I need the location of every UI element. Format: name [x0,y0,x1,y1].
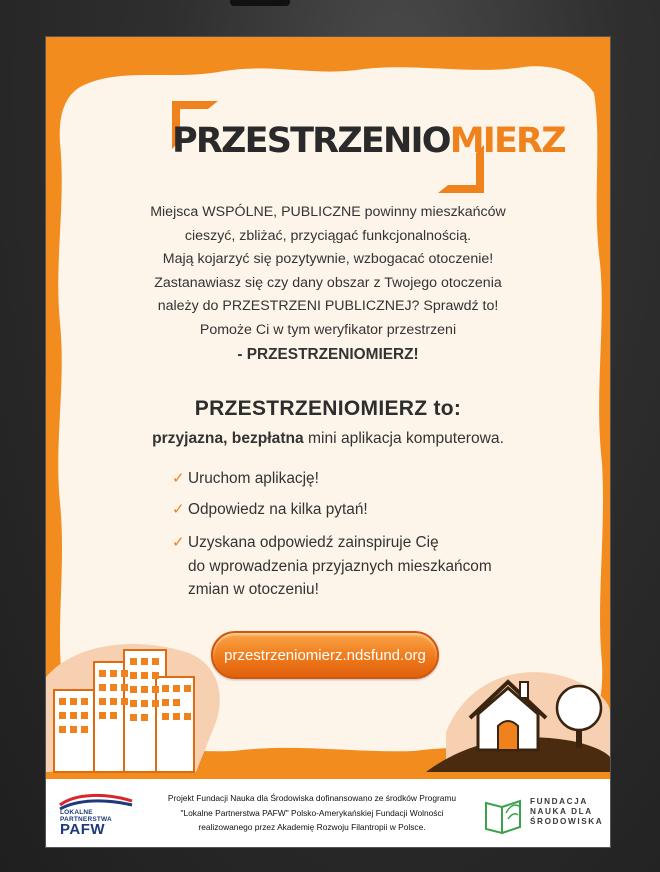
intro-line: należy do PRZESTRZENI PUBLICZNEJ? Sprawdź to! [157,298,499,315]
pafw-logo [56,791,136,839]
book-logo-icon [482,793,526,837]
checklist-item-text: Odpowiedz na kilka pytań! [188,500,368,518]
pafw-line1: LOKALNE [60,809,93,816]
fundacja-line2: NAUKA DLA [530,807,593,816]
intro-line: Mają kojarzyć się pozytywnie, wzbogacać otoczenie! [162,251,494,268]
logo-part-dark: PRZESTRZENIO [172,121,450,161]
footer-line: "Lokalne Partnerstwa PAFW" Polsko-Amerykańskiej Fundacji Wolności [180,807,444,818]
checklist-item-text: Uzyskana odpowiedź zainspiruje Cię do wprowadzenia przyjaznych mieszkańcom zmian w otoczeniu! [188,534,492,598]
checklist-item [174,498,574,522]
logo-wordmark [172,119,565,163]
footer [46,779,610,847]
fundacja-line1: FUNDACJA [530,797,588,806]
checklist [174,460,574,602]
checklist-item [174,531,574,602]
logo-part-orange: MIERZ [449,121,565,161]
subline-bold: przyjazna, bezpłatna [152,430,304,447]
intro-line: Pomoże Ci w tym weryfikator przestrzeni [199,321,457,338]
pafw-line2: PARTNERSTWA [60,816,112,823]
intro-line: Zastanawiasz się czy dany obszar z Twojego otoczenia [154,274,502,291]
check-icon: ✓ [172,534,185,551]
przestrzeniomierz-logo [172,101,565,193]
intro-strong-line: - PRZESTRZENIOMIERZ! [237,345,419,363]
subline [46,430,610,448]
pafw-swoosh-icon [56,791,136,811]
headline: PRZESTRZENIOMIERZ to: [194,397,462,420]
check-icon: ✓ [172,470,185,487]
intro-line: cieszyć, zbliżać, przyciągać funkcjonalnością. [184,227,472,244]
fundacja-text [530,797,603,827]
subline-rest: mini aplikacja komputerowa. [303,430,504,447]
checklist-item [174,467,574,491]
fundacja-logo [482,793,606,839]
check-icon: ✓ [172,500,185,518]
website-link-button[interactable]: przestrzeniomierz.ndsfund.org [211,631,439,679]
pafw-big-text: PAFW [60,821,106,838]
fundacja-line3: ŚRODOWISKA [530,817,604,826]
intro-paragraph [106,201,550,366]
footer-line: Projekt Fundacji Nauka dla Środowiska dofinansowano ze środków Programu [167,793,457,803]
checklist-item-text: Uruchom aplikację! [188,470,319,487]
intro-line: Miejsca WSPÓLNE, PUBLICZNE powinny mieszkańców [150,204,506,220]
top-tab [230,0,290,6]
footer-funding-text [146,791,478,835]
footer-line: realizowanego przez Akademię Rozwoju Filantropii w Polsce. [198,822,426,832]
poster [46,37,610,847]
